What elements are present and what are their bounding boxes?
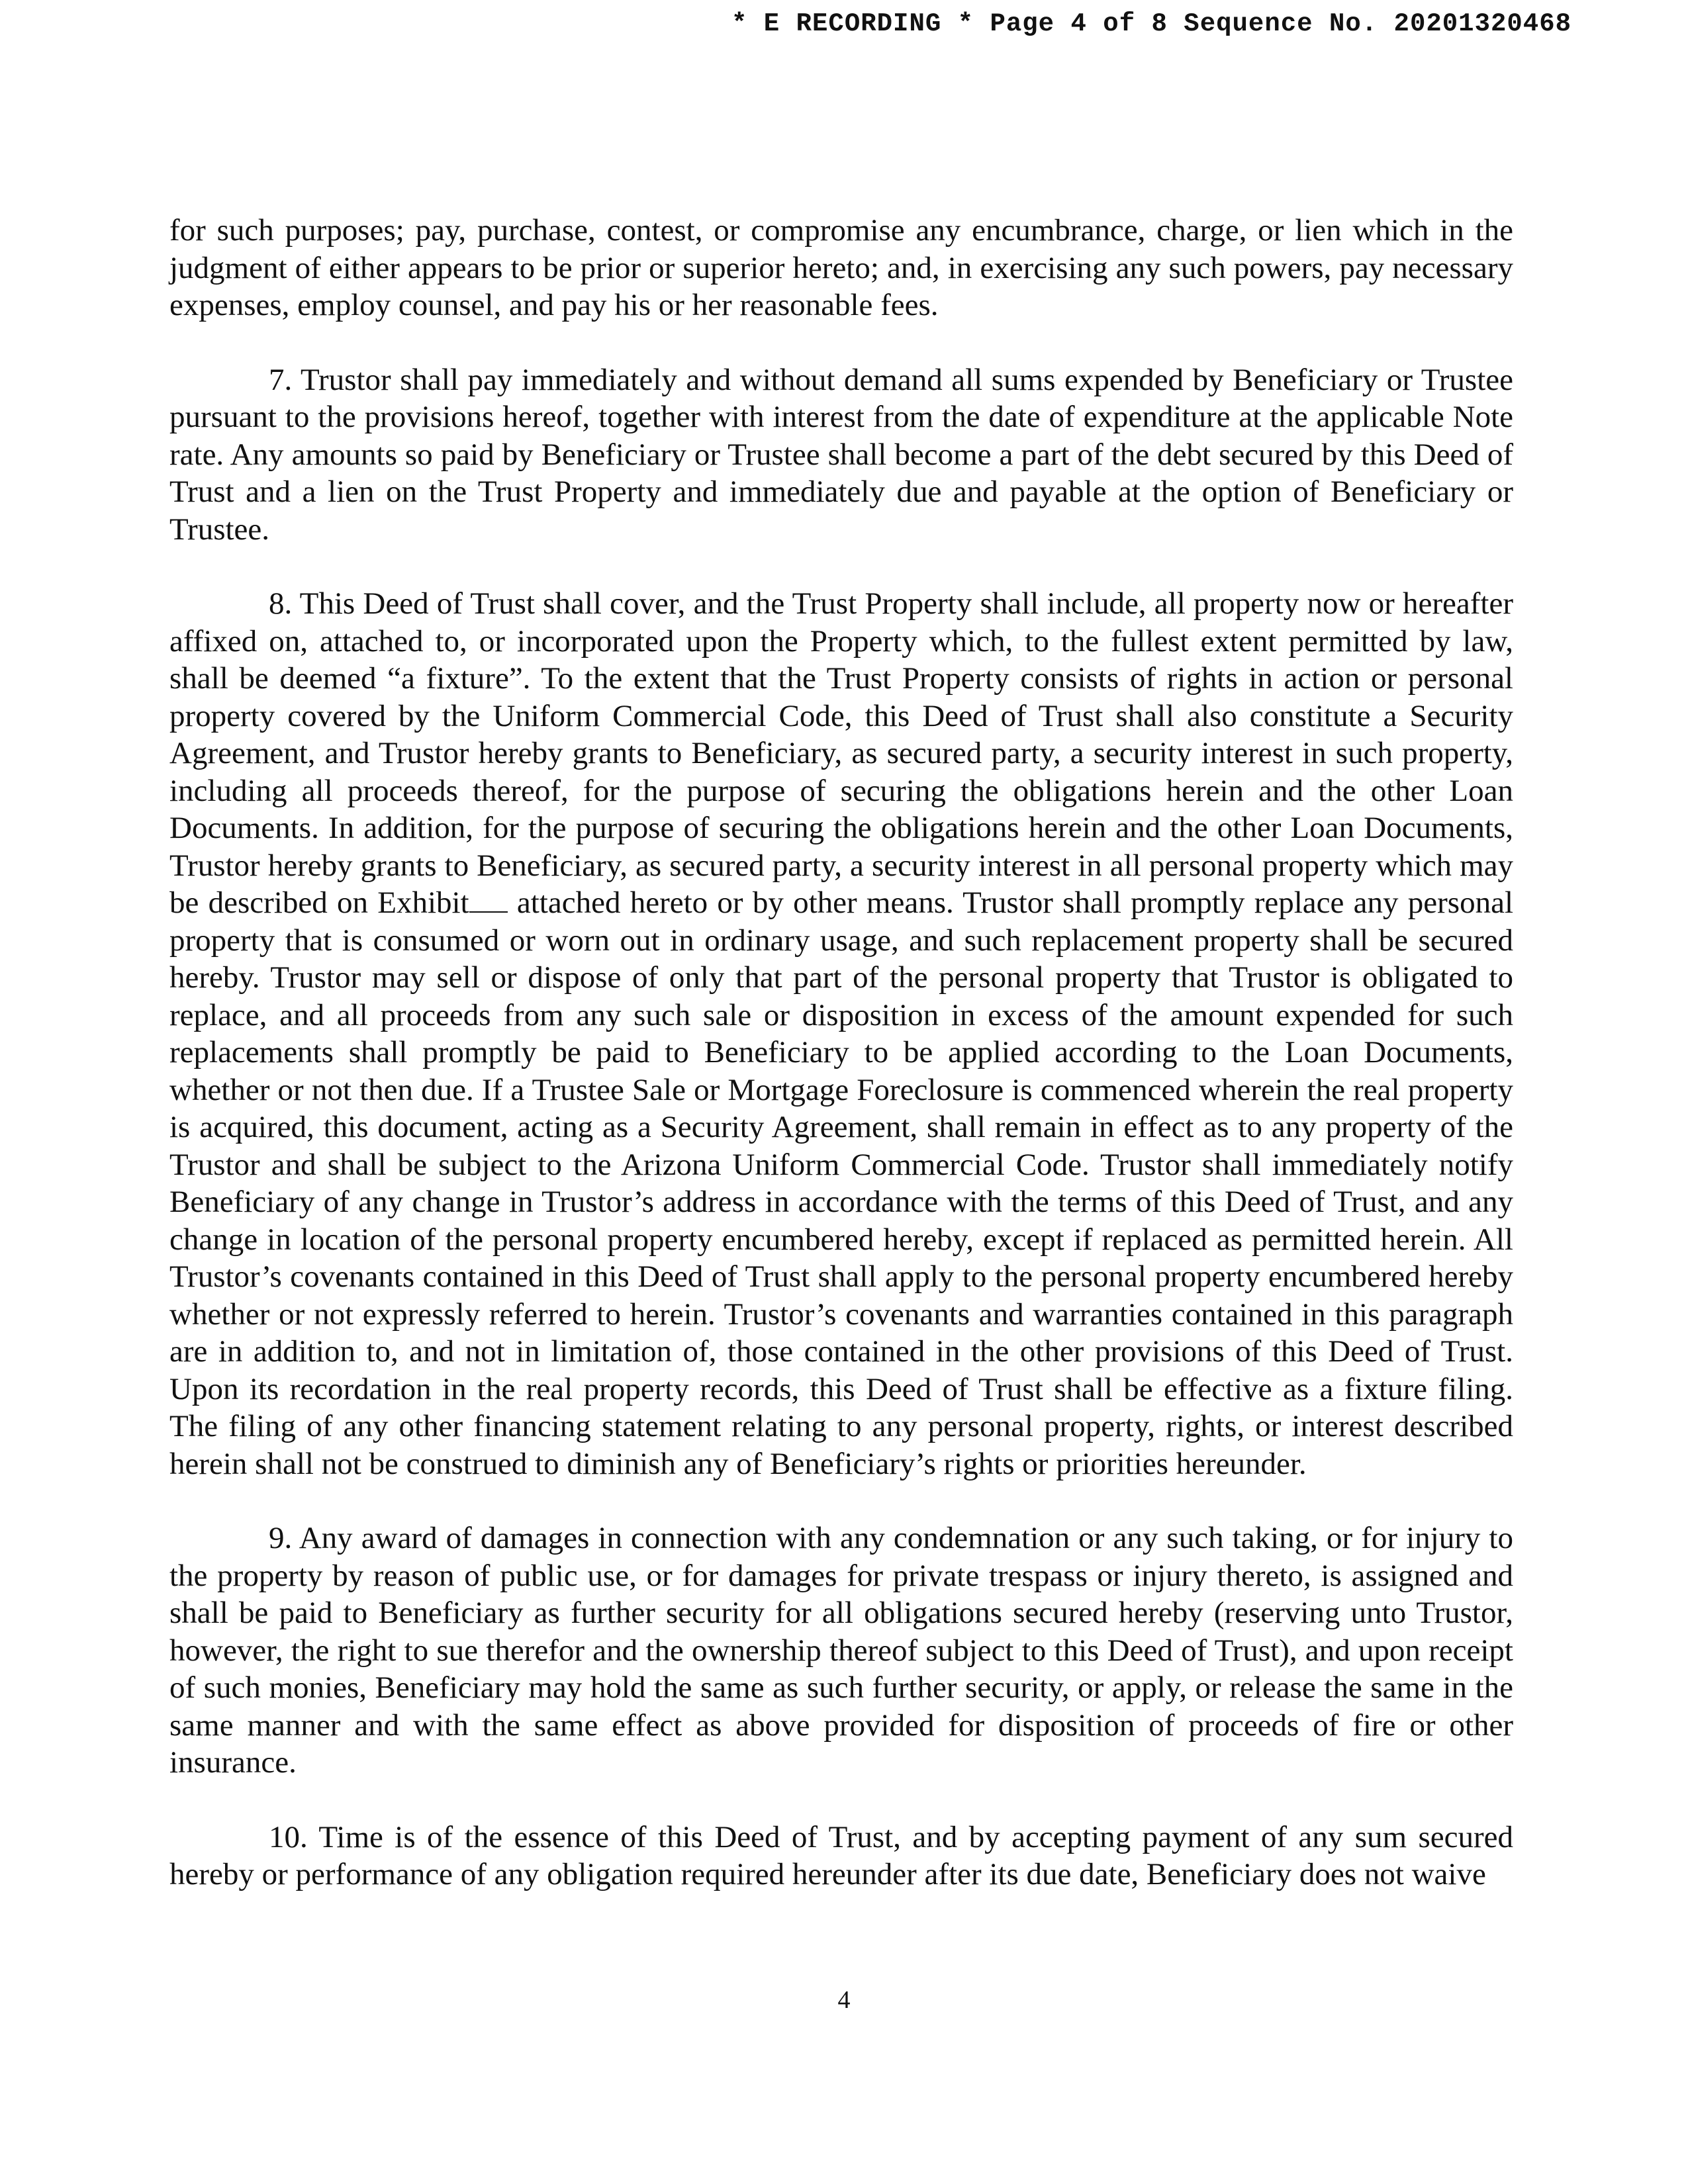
paragraph-10: 10. Time is of the essence of this Deed of Trust, and by accepting payment of any sum secured hereby or performance of any obligation required hereunder after its due date, Beneficiary does not waive — [169, 1819, 1513, 1891]
exhibit-blank-line — [469, 886, 508, 913]
paragraph-8-part-2: attached hereto or by other means. Trustor shall promptly replace any personal property that is consumed or worn out in ordinary usage, and such replacement property shall be secured hereby. Trustor may sell or dispose of only that part of the personal property that Trustor is obligated to replace, and all proceeds from any such sale or disposition in excess of the amount expended for such replacements shall promptly be paid to Beneficiary to be applied according to the Loan Documents, whether or not then due. If a Trustee Sale or Mortgage Foreclosure is commenced wherein the real property is acquired, this document, acting as a Security Agreement, shall remain in effect as to any property of the Trustor and shall be subject to the Arizona Uniform Commercial Code. Trustor shall immediately notify Beneficiary of any change in Trustor’s address in accordance with the terms of this Deed of Trust, and any change in location of the personal property encumbered hereby, except if replaced as permitted herein. All Trustor’s covenants contained in this Deed of Trust shall apply to the personal property encumbered hereby whether or not expressly referred to herein. Trustor’s covenants and warranties contained in this paragraph are in addition to, and not in limitation of, those contained in the other provisions of this Deed of Trust. Upon its recordation in the real property records, this Deed of Trust shall be effective as a fixture filing. The filing of any other financing statement relating to any personal property, rights, or interest described herein shall not be construed to diminish any of Beneficiary’s rights or priorities hereunder. — [169, 886, 1513, 1481]
paragraph-8-part-1: 8. This Deed of Trust shall cover, and the Trust Property shall include, all property now or hereafter affixed on, attached to, or incorporated upon the Property which, to the fullest extent permitted by law, shall be deemed “a fixture”. To the extent that the Trust Property consists of rights in action or personal property covered by the Uniform Commercial Code, this Deed of Trust shall also constitute a Security Agreement, and Trustor hereby grants to Beneficiary, as secured party, a security interest in such property, including all proceeds thereof, for the purpose of securing the obligations herein and the other Loan Documents. In addition, for the purpose of securing the obligations herein and the other Loan Documents, Trustor hereby grants to Beneficiary, as secured party, a security interest in all personal property which may be described on Exhibit — [169, 586, 1513, 920]
paragraph-9: 9. Any award of damages in connection with any condemnation or any such taking, or for injury to the property by reason of public use, or for damages for private trespass or injury thereto, is assigned and shall be paid to Beneficiary as further security for all obligations secured hereby (reserving unto Trustor, however, the right to sue therefor and the ownership thereof subject to this Deed of Trust), and upon receipt of such monies, Beneficiary may hold the same as such further security, or apply, or release the same in the same manner and with the same effect as above provided for disposition of proceeds of fire or other insurance. — [169, 1521, 1513, 1780]
paragraph-8 — [169, 585, 1513, 1482]
paragraph-7: 7. Trustor shall pay immediately and without demand all sums expended by Beneficiary or Trustee pursuant to the provisions hereof, together with interest from the date of expenditure at the applicable Note rate. Any amounts so paid by Beneficiary or Trustee shall become a part of the debt secured by this Deed of Trust and a lien on the Trust Property and immediately due and payable at the option of Beneficiary or Trustee. — [169, 362, 1513, 547]
paragraph-6-continued: for such purposes; pay, purchase, contest, or compromise any encumbrance, charge, or lien which in the judgment of either appears to be prior or superior hereto; and, in exercising any such powers, pay necessary expenses, employ counsel, and pay his or her reasonable fees. — [169, 213, 1513, 322]
page-number: 4 — [837, 1986, 851, 2014]
document-body — [169, 212, 1513, 1931]
recording-header: * E RECORDING * Page 4 of 8 Sequence No. 20201320468 — [731, 9, 1571, 38]
